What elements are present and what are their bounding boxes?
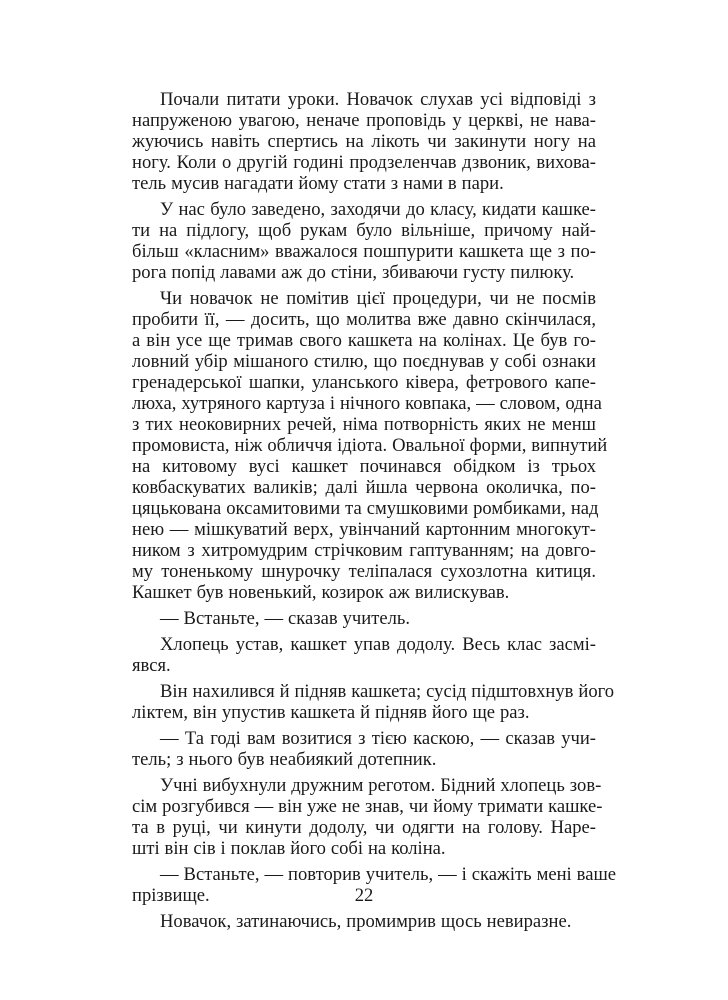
text-line: пробити її, — досить, що молитва вже давно скінчилася, — [132, 309, 596, 330]
text-line: ногу. Коли о другій годині продзеленчав дзвоник, вихова- — [132, 152, 596, 173]
text-line: напруженою увагою, неначе проповідь у церкві, не нава- — [132, 110, 596, 131]
paragraph-4 — [132, 608, 596, 629]
text-line: Кашкет був новенький, козирок аж вилискував. — [132, 582, 510, 603]
text-line: нею — мішкуватий верх, увінчаний картонним многокут- — [132, 519, 596, 540]
text-line: Він нахилився й підняв кашкета; сусід підштовхнув його — [160, 681, 615, 702]
paragraph-8 — [132, 775, 603, 859]
text-line: Чи новачок не помітив цієї процедури, чи не посмів — [160, 288, 596, 309]
text-line: — Встаньте, — сказав учитель. — [160, 608, 411, 629]
text-line: — Та годі вам возитися з тією каскою, — сказав учи- — [160, 728, 596, 749]
text-line: тель мусив нагадати йому стати з нами в пари. — [132, 173, 504, 194]
book-page-text — [132, 89, 617, 937]
page-number: 22 — [354, 885, 374, 906]
text-line: ником з хитромудрим стрічковим гаптуванням; на довго- — [132, 540, 596, 561]
text-line: ліктем, він упустив кашкета й підняв його ще раз. — [132, 702, 530, 723]
text-line: гренадерської шапки, уланського ківера, фетрового капе- — [132, 372, 596, 393]
paragraph-10 — [132, 911, 596, 932]
paragraph-1 — [132, 89, 596, 194]
text-line: рога попід лавами аж до стіни, збиваючи густу пилюку. — [132, 262, 575, 283]
text-line: на китовому вусі кашкет починався обідком із трьох — [132, 456, 596, 477]
text-line: — Встаньте, — повторив учитель, — і скажіть мені ваше — [160, 864, 617, 885]
text-line: ковбаскуватих валиків; далі йшла червона околичка, по- — [132, 477, 596, 498]
text-line: Учні вибухнули дружним реготом. Бідний хлопець зов- — [160, 775, 602, 796]
text-line: люха, хутряного картуза і нічного ковпака, — словом, одна — [132, 393, 602, 414]
text-line: ти на підлогу, щоб рукам було вільніше, причому най- — [132, 220, 596, 241]
text-line: явся. — [132, 655, 171, 676]
paragraph-6 — [132, 681, 615, 723]
text-line: ловний убір мішаного стилю, що поєднував у собі ознаки — [132, 351, 596, 372]
text-line: му тоненькому шнурочку теліпалася сухозлотна китиця. — [132, 561, 596, 582]
paragraph-5 — [132, 634, 596, 676]
text-line: У нас було заведено, заходячи до класу, кидати кашке- — [160, 199, 596, 220]
text-line: сім розгубився — він уже не знав, чи йому тримати кашке- — [132, 796, 603, 817]
text-line: Новачок, затинаючись, промимрив щось невиразне. — [160, 911, 572, 932]
text-line: Почали питати уроки. Новачок слухав усі відповіді з — [160, 89, 596, 110]
text-line: тель; з нього був неабиякий дотепник. — [132, 749, 437, 770]
text-line: а він усе ще тримав свого кашкета на колінах. Це був го- — [132, 330, 596, 351]
paragraph-3 — [132, 288, 608, 603]
text-line: та в руці, чи кинути додолу, чи одягти на голову. Наре- — [132, 817, 596, 838]
text-line: Хлопець устав, кашкет упав додолу. Весь клас засмі- — [160, 634, 596, 655]
paragraph-2 — [132, 199, 596, 283]
paragraph-7 — [132, 728, 596, 770]
text-line: шті він сів і поклав його собі на коліна. — [132, 838, 446, 859]
text-line: з тих неоковирних речей, німа потворність яких не менш — [132, 414, 596, 435]
text-line: цяцькована оксамитовими та смушковими ромбиками, над — [132, 498, 599, 519]
text-line: жуючись навіть спертись на лікоть чи закинути ногу на — [132, 131, 596, 152]
text-line: промовиста, ніж обличчя ідіота. Овальної форми, випнутий — [132, 435, 608, 456]
text-line: прізвище. — [132, 885, 210, 906]
text-line: більш «класним» вважалося пошпурити кашкета ще з по- — [132, 241, 596, 262]
